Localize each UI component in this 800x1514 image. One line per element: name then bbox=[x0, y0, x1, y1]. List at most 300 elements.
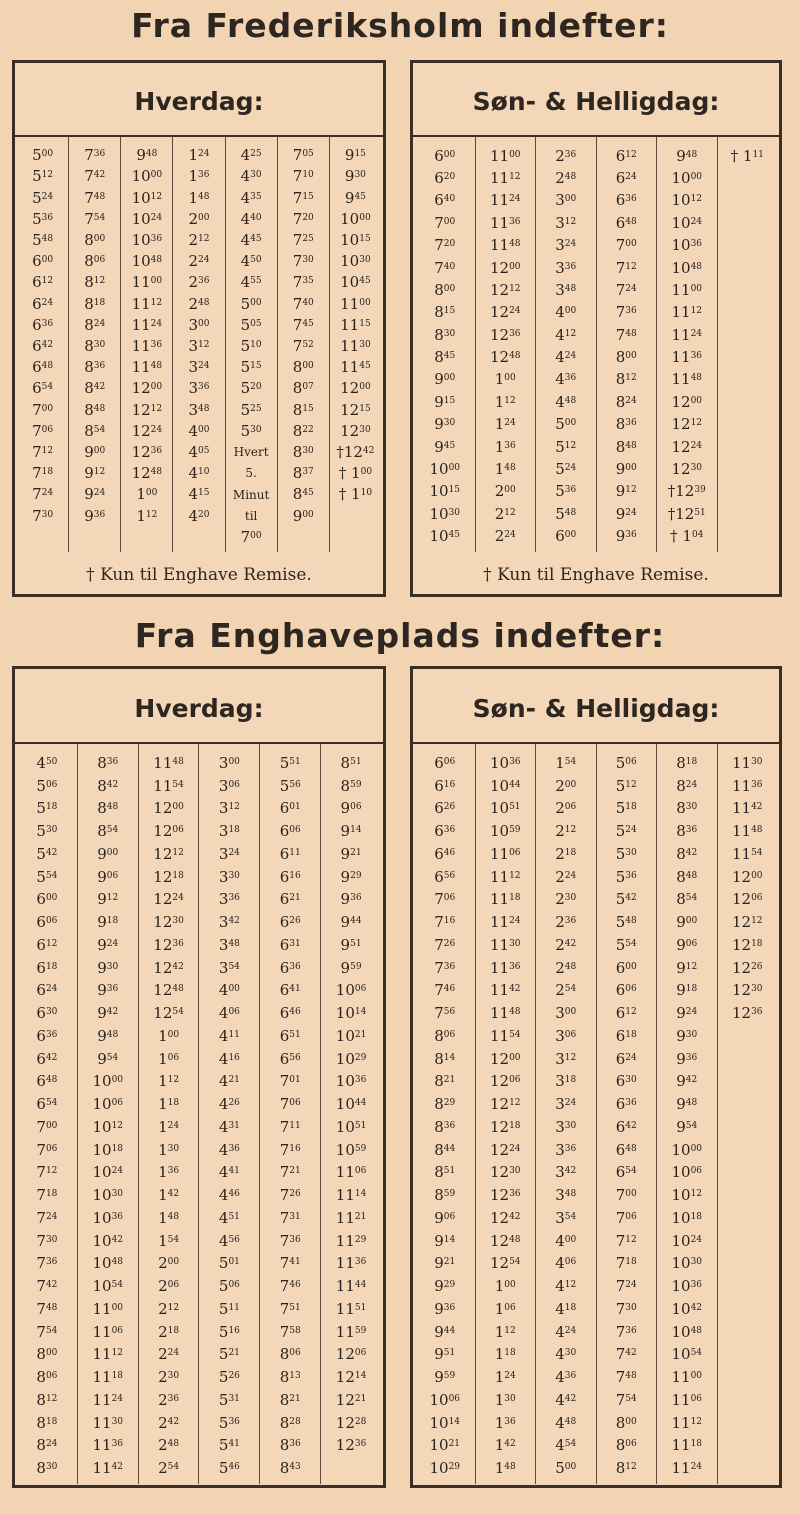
departure-time: 9 $^{12}$ bbox=[97, 890, 119, 909]
departure-time: 9 $^{12}$ bbox=[615, 482, 637, 501]
enghaveplads-weekday-table bbox=[17, 744, 381, 1484]
departure-time: 7 $^{06}$ bbox=[32, 421, 54, 440]
departure-time: 10 $^{21}$ bbox=[335, 1026, 367, 1045]
departure-time: 8 $^{30}$ bbox=[434, 325, 456, 344]
departure-time: 6 $^{01}$ bbox=[279, 799, 301, 818]
departure-time: 10 $^{36}$ bbox=[489, 753, 521, 772]
departure-time: 6 $^{00}$ bbox=[555, 527, 577, 546]
departure-time: 5 $^{00}$ bbox=[240, 294, 262, 313]
departure-time: 8 $^{54}$ bbox=[97, 822, 119, 841]
timetable-column bbox=[198, 744, 259, 1484]
departure-time: 4 $^{25}$ bbox=[240, 146, 262, 165]
departure-time: 9 $^{42}$ bbox=[676, 1072, 698, 1091]
departure-time: 9 $^{59}$ bbox=[434, 1368, 456, 1387]
departure-time: 10 $^{54}$ bbox=[92, 1277, 124, 1296]
departure-time: 2 $^{00}$ bbox=[494, 482, 516, 501]
departure-time: 9 $^{45}$ bbox=[434, 437, 456, 456]
departure-time: 12 $^{14}$ bbox=[335, 1368, 367, 1387]
departure-time: 6 $^{40}$ bbox=[434, 191, 456, 210]
departure-time: 4 $^{00}$ bbox=[218, 981, 240, 1000]
departure-time: 8 $^{24}$ bbox=[84, 315, 106, 334]
departure-time: til bbox=[244, 508, 258, 523]
departure-time: 12 $^{12}$ bbox=[731, 913, 763, 932]
departure-time: 11 $^{48}$ bbox=[153, 753, 184, 772]
departure-time: 9 $^{42}$ bbox=[97, 1004, 119, 1023]
departure-time: 5 $^{00}$ bbox=[32, 146, 54, 165]
departure-time: 10 $^{45}$ bbox=[429, 527, 461, 546]
departure-time: 12 $^{12}$ bbox=[489, 1095, 521, 1114]
departure-time: 7 $^{24}$ bbox=[615, 1277, 637, 1296]
departure-time: 2 $^{00}$ bbox=[188, 209, 210, 228]
departure-time: 6 $^{24}$ bbox=[32, 294, 54, 313]
departure-time: 10 $^{21}$ bbox=[429, 1436, 461, 1455]
enghaveplads-holiday-table bbox=[415, 744, 777, 1484]
departure-time: 11 $^{21}$ bbox=[335, 1208, 367, 1227]
departure-time: 7 $^{54}$ bbox=[84, 209, 106, 228]
departure-time: 8 $^{29}$ bbox=[434, 1095, 456, 1114]
departure-time: 12 $^{06}$ bbox=[731, 890, 763, 909]
departure-time: 11 $^{48}$ bbox=[731, 822, 763, 841]
departure-time: 9 $^{24}$ bbox=[615, 504, 637, 523]
departure-time: 11 $^{30}$ bbox=[731, 753, 763, 772]
timetable-column bbox=[656, 744, 717, 1484]
departure-time: 4 $^{50}$ bbox=[36, 753, 58, 772]
departure-time: 7 $^{30}$ bbox=[36, 1231, 58, 1250]
departure-time: 7 $^{45}$ bbox=[292, 315, 314, 334]
departure-time: 11 $^{36}$ bbox=[131, 336, 163, 355]
departure-time: 3 $^{54}$ bbox=[555, 1208, 577, 1227]
departure-time: 11 $^{24}$ bbox=[92, 1390, 124, 1409]
departure-time: 7 $^{10}$ bbox=[292, 167, 314, 186]
departure-time: 6 $^{36}$ bbox=[32, 315, 54, 334]
departure-time: 3 $^{42}$ bbox=[218, 913, 240, 932]
departure-time: 1 $^{54}$ bbox=[555, 753, 577, 772]
departure-time: 9 $^{12}$ bbox=[676, 958, 698, 977]
frederiksholm-holiday-table bbox=[415, 137, 777, 552]
departure-time: †12 $^{42}$ bbox=[336, 442, 375, 461]
departure-time: 11 $^{00}$ bbox=[671, 1368, 703, 1387]
departure-time: 12 $^{00}$ bbox=[671, 392, 703, 411]
departure-time: 10 $^{45}$ bbox=[340, 273, 371, 292]
departure-time: 9 $^{36}$ bbox=[615, 527, 637, 546]
departure-time: 9 $^{06}$ bbox=[676, 935, 698, 954]
departure-time: 9 $^{18}$ bbox=[676, 981, 698, 1000]
departure-time: 9 $^{54}$ bbox=[97, 1049, 119, 1068]
departure-time: 9 $^{14}$ bbox=[340, 822, 362, 841]
departure-time: 1 $^{54}$ bbox=[158, 1231, 180, 1250]
departure-time: 4 $^{48}$ bbox=[555, 392, 577, 411]
departure-time: 11 $^{36}$ bbox=[731, 776, 763, 795]
departure-time: 11 $^{24}$ bbox=[131, 315, 163, 334]
departure-time: 8 $^{54}$ bbox=[676, 890, 698, 909]
departure-time: 6 $^{36}$ bbox=[615, 191, 637, 210]
departure-time: 3 $^{36}$ bbox=[555, 1140, 577, 1159]
departure-time: 8 $^{24}$ bbox=[36, 1436, 58, 1455]
departure-time: 11 $^{48}$ bbox=[489, 236, 521, 255]
departure-time: 11 $^{42}$ bbox=[92, 1459, 124, 1478]
departure-time: 8 $^{48}$ bbox=[615, 437, 637, 456]
departure-time: 5 $^{30}$ bbox=[615, 844, 637, 863]
departure-time: Minut bbox=[232, 487, 270, 502]
departure-time: 2 $^{06}$ bbox=[555, 799, 577, 818]
departure-time: 2 $^{36}$ bbox=[158, 1390, 180, 1409]
departure-time: 11 $^{30}$ bbox=[340, 336, 371, 355]
departure-time: 5 $^{36}$ bbox=[218, 1413, 240, 1432]
departure-time: 5 $^{31}$ bbox=[218, 1390, 240, 1409]
timetable-column bbox=[656, 137, 717, 552]
departure-time: 11 $^{51}$ bbox=[335, 1299, 367, 1318]
departure-time: 4 $^{56}$ bbox=[218, 1231, 240, 1250]
departure-time: 12 $^{48}$ bbox=[489, 1231, 521, 1250]
departure-time: 7 $^{51}$ bbox=[279, 1299, 301, 1318]
departure-time: 8 $^{06}$ bbox=[36, 1368, 58, 1387]
departure-time: 1 $^{12}$ bbox=[494, 392, 516, 411]
departure-time: 4 $^{16}$ bbox=[218, 1049, 240, 1068]
departure-time: 10 $^{36}$ bbox=[131, 230, 163, 249]
departure-time: 12 $^{00}$ bbox=[153, 799, 184, 818]
departure-time: 7 $^{58}$ bbox=[279, 1322, 301, 1341]
departure-time: 5 $^{36}$ bbox=[615, 867, 637, 886]
departure-time: 10 $^{29}$ bbox=[429, 1459, 461, 1478]
departure-time: 7 $^{24}$ bbox=[615, 280, 637, 299]
departure-time: 6 $^{12}$ bbox=[615, 1004, 637, 1023]
departure-time: 8 $^{18}$ bbox=[676, 753, 698, 772]
departure-time: 12 $^{36}$ bbox=[489, 1186, 521, 1205]
departure-time: 5 $^{05}$ bbox=[240, 315, 262, 334]
departure-time: 3 $^{36}$ bbox=[555, 258, 577, 277]
departure-time: 8 $^{30}$ bbox=[676, 799, 698, 818]
departure-time: 6 $^{54}$ bbox=[615, 1163, 637, 1182]
departure-time: 1 $^{48}$ bbox=[188, 188, 210, 207]
departure-time: 12 $^{42}$ bbox=[153, 958, 184, 977]
departure-time: 2 $^{54}$ bbox=[158, 1459, 180, 1478]
departure-time: 12 $^{30}$ bbox=[489, 1163, 521, 1182]
departure-time: † 1 $^{00}$ bbox=[338, 464, 373, 483]
departure-time: 9 $^{21}$ bbox=[434, 1254, 456, 1273]
departure-time: 9 $^{00}$ bbox=[97, 844, 119, 863]
departure-time: 7 $^{42}$ bbox=[36, 1277, 58, 1296]
departure-time: 10 $^{30}$ bbox=[340, 252, 371, 271]
departure-time: 8 $^{44}$ bbox=[434, 1140, 456, 1159]
departure-time: 4 $^{50}$ bbox=[240, 252, 262, 271]
departure-time: 2 $^{48}$ bbox=[555, 958, 577, 977]
departure-time: 5 $^{54}$ bbox=[36, 867, 58, 886]
departure-time: 4 $^{51}$ bbox=[218, 1208, 240, 1227]
departure-time: 1 $^{00}$ bbox=[494, 370, 516, 389]
departure-time: 9 $^{15}$ bbox=[344, 146, 366, 165]
departure-time: 2 $^{36}$ bbox=[555, 146, 577, 165]
departure-time: 6 $^{30}$ bbox=[615, 1072, 637, 1091]
departure-time: 8 $^{06}$ bbox=[84, 252, 106, 271]
departure-time: 10 $^{48}$ bbox=[92, 1254, 124, 1273]
departure-time: 8 $^{36}$ bbox=[615, 415, 637, 434]
departure-time: 5 $^{18}$ bbox=[615, 799, 637, 818]
departure-time: 9 $^{24}$ bbox=[676, 1004, 698, 1023]
departure-time: 3 $^{00}$ bbox=[188, 315, 210, 334]
departure-time: 4 $^{21}$ bbox=[218, 1072, 240, 1091]
departure-time: † 1 $^{10}$ bbox=[338, 485, 373, 504]
departure-time: 7 $^{01}$ bbox=[279, 1072, 301, 1091]
departure-time: 1 $^{48}$ bbox=[158, 1208, 180, 1227]
departure-time: 10 $^{12}$ bbox=[131, 188, 163, 207]
departure-time: 8 $^{36}$ bbox=[279, 1436, 301, 1455]
departure-time: 11 $^{36}$ bbox=[489, 958, 521, 977]
departure-time: 10 $^{12}$ bbox=[671, 191, 703, 210]
departure-time: 10 $^{24}$ bbox=[92, 1163, 124, 1182]
departure-time: 8 $^{54}$ bbox=[84, 421, 106, 440]
departure-time: 6 $^{26}$ bbox=[434, 799, 456, 818]
timetable-column bbox=[277, 137, 329, 552]
departure-time: 8 $^{18}$ bbox=[84, 294, 106, 313]
departure-time: 7 $^{24}$ bbox=[32, 485, 54, 504]
departure-time: 5 $^{00}$ bbox=[555, 1459, 577, 1478]
departure-time: 2 $^{48}$ bbox=[188, 294, 210, 313]
departure-time: 7 $^{36}$ bbox=[84, 146, 106, 165]
departure-time: 4 $^{06}$ bbox=[218, 1004, 240, 1023]
departure-time: 8 $^{00}$ bbox=[36, 1345, 58, 1364]
departure-time: 11 $^{48}$ bbox=[131, 358, 163, 377]
departure-time: 7 $^{00}$ bbox=[36, 1117, 58, 1136]
departure-time: 6 $^{46}$ bbox=[434, 844, 456, 863]
departure-time: 8 $^{21}$ bbox=[434, 1072, 456, 1091]
departure-time: 7 $^{20}$ bbox=[292, 209, 314, 228]
departure-time: 1 $^{00}$ bbox=[136, 485, 158, 504]
enghaveplads-holiday-header: Søn- & Helligdag: bbox=[413, 669, 779, 744]
departure-time: 5 $^{12}$ bbox=[555, 437, 577, 456]
departure-time: 8 $^{36}$ bbox=[97, 753, 119, 772]
departure-time: 3 $^{30}$ bbox=[555, 1117, 577, 1136]
departure-time: 10 $^{51}$ bbox=[335, 1117, 367, 1136]
departure-time: 7 $^{12}$ bbox=[36, 1163, 58, 1182]
departure-time: 11 $^{54}$ bbox=[489, 1026, 521, 1045]
departure-time: 3 $^{30}$ bbox=[218, 867, 240, 886]
departure-time: 4 $^{06}$ bbox=[555, 1254, 577, 1273]
frederiksholm-weekday-footnote: † Kun til Enghave Remise. bbox=[86, 565, 312, 585]
departure-time: 1 $^{24}$ bbox=[494, 1368, 516, 1387]
departure-time: 5 $^{06}$ bbox=[36, 776, 58, 795]
departure-time: Hvert bbox=[233, 445, 269, 460]
departure-time: 12 $^{36}$ bbox=[153, 935, 184, 954]
departure-time: 5 $^{24}$ bbox=[555, 459, 577, 478]
departure-time: 1 $^{36}$ bbox=[494, 437, 516, 456]
departure-time: 10 $^{44}$ bbox=[335, 1095, 367, 1114]
departure-time: 12 $^{12}$ bbox=[131, 400, 163, 419]
departure-time: 5 $^{26}$ bbox=[218, 1368, 240, 1387]
departure-time: 9 $^{48}$ bbox=[136, 146, 158, 165]
departure-time: 4 $^{24}$ bbox=[555, 348, 577, 367]
departure-time: 12 $^{00}$ bbox=[131, 379, 163, 398]
departure-time: 5 $^{21}$ bbox=[218, 1345, 240, 1364]
departure-time: 7 $^{00}$ bbox=[615, 236, 637, 255]
departure-time: 12 $^{24}$ bbox=[671, 437, 703, 456]
timetable-column bbox=[259, 744, 320, 1484]
departure-time: 7 $^{30}$ bbox=[292, 252, 314, 271]
departure-time: 2 $^{30}$ bbox=[555, 890, 577, 909]
departure-time: 6 $^{00}$ bbox=[434, 146, 456, 165]
departure-time: 8 $^{28}$ bbox=[279, 1413, 301, 1432]
departure-time: 12 $^{21}$ bbox=[335, 1390, 367, 1409]
departure-time: 7 $^{54}$ bbox=[615, 1390, 637, 1409]
departure-time: 8 $^{24}$ bbox=[676, 776, 698, 795]
departure-time: 8 $^{18}$ bbox=[36, 1413, 58, 1432]
departure-time: 4 $^{54}$ bbox=[555, 1436, 577, 1455]
departure-time: 5 $^{36}$ bbox=[32, 209, 54, 228]
departure-time: 6 $^{24}$ bbox=[615, 1049, 637, 1068]
departure-time: 6 $^{11}$ bbox=[279, 844, 301, 863]
departure-time: 11 $^{24}$ bbox=[489, 913, 521, 932]
departure-time: 6 $^{48}$ bbox=[615, 1140, 637, 1159]
departure-time: 5 $^{06}$ bbox=[615, 753, 637, 772]
departure-time: 10 $^{30}$ bbox=[429, 504, 461, 523]
departure-time: 9 $^{06}$ bbox=[340, 799, 362, 818]
departure-time: 10 $^{12}$ bbox=[92, 1117, 124, 1136]
departure-time: 6 $^{06}$ bbox=[36, 913, 58, 932]
departure-time: 5 $^{42}$ bbox=[36, 844, 58, 863]
departure-time: 11 $^{36}$ bbox=[335, 1254, 367, 1273]
departure-time: 3 $^{54}$ bbox=[218, 958, 240, 977]
departure-time: 12 $^{28}$ bbox=[335, 1413, 367, 1432]
departure-time: 1 $^{30}$ bbox=[158, 1140, 180, 1159]
departure-time: 8 $^{22}$ bbox=[292, 421, 314, 440]
departure-time: 4 $^{46}$ bbox=[218, 1186, 240, 1205]
departure-time: 2 $^{12}$ bbox=[188, 230, 210, 249]
departure-time: 7 $^{48}$ bbox=[84, 188, 106, 207]
departure-time: 4 $^{30}$ bbox=[240, 167, 262, 186]
timetable-column bbox=[475, 744, 536, 1484]
departure-time: 4 $^{36}$ bbox=[555, 1368, 577, 1387]
departure-time: 9 $^{24}$ bbox=[97, 935, 119, 954]
departure-time: 11 $^{30}$ bbox=[92, 1413, 124, 1432]
departure-time: 3 $^{42}$ bbox=[555, 1163, 577, 1182]
departure-time: 10 $^{48}$ bbox=[671, 1322, 703, 1341]
timetable-column bbox=[17, 744, 77, 1484]
departure-time: 8 $^{12}$ bbox=[615, 370, 637, 389]
departure-time: 9 $^{48}$ bbox=[676, 1095, 698, 1114]
departure-time: 1 $^{18}$ bbox=[494, 1345, 516, 1364]
departure-time: 4 $^{36}$ bbox=[555, 370, 577, 389]
departure-time: 8 $^{36}$ bbox=[434, 1117, 456, 1136]
departure-time: 8 $^{24}$ bbox=[615, 392, 637, 411]
departure-time: 10 $^{36}$ bbox=[335, 1072, 367, 1091]
departure-time: 11 $^{00}$ bbox=[131, 273, 163, 292]
departure-time: 11 $^{24}$ bbox=[671, 1459, 703, 1478]
departure-time: 4 $^{24}$ bbox=[555, 1322, 577, 1341]
departure-time: 10 $^{30}$ bbox=[92, 1186, 124, 1205]
departure-time: 3 $^{12}$ bbox=[188, 336, 210, 355]
departure-time: 8 $^{07}$ bbox=[292, 379, 314, 398]
departure-time: 6 $^{36}$ bbox=[36, 1026, 58, 1045]
departure-time: 10 $^{14}$ bbox=[335, 1004, 367, 1023]
departure-time: 1 $^{24}$ bbox=[158, 1117, 180, 1136]
departure-time: 7 $^{36}$ bbox=[615, 1322, 637, 1341]
departure-time: 10 $^{36}$ bbox=[671, 236, 703, 255]
departure-time: 6 $^{06}$ bbox=[615, 981, 637, 1000]
departure-time: 2 $^{00}$ bbox=[555, 776, 577, 795]
departure-time: 11 $^{06}$ bbox=[335, 1163, 367, 1182]
departure-time: 6 $^{36}$ bbox=[279, 958, 301, 977]
departure-time: † 1 $^{11}$ bbox=[730, 146, 764, 165]
departure-time: 8 $^{37}$ bbox=[292, 464, 314, 483]
departure-time: 3 $^{06}$ bbox=[555, 1026, 577, 1045]
departure-time: 5. bbox=[245, 466, 257, 481]
departure-time: 10 $^{24}$ bbox=[131, 209, 163, 228]
departure-time: 2 $^{06}$ bbox=[158, 1277, 180, 1296]
departure-time: 10 $^{06}$ bbox=[335, 981, 367, 1000]
departure-time: 11 $^{45}$ bbox=[340, 358, 371, 377]
departure-time: 1 $^{18}$ bbox=[158, 1095, 180, 1114]
departure-time: 3 $^{06}$ bbox=[218, 776, 240, 795]
departure-time: 7 $^{18}$ bbox=[32, 464, 54, 483]
departure-time: 7 $^{36}$ bbox=[279, 1231, 301, 1250]
departure-time: 5 $^{30}$ bbox=[240, 421, 262, 440]
departure-time: 3 $^{48}$ bbox=[218, 935, 240, 954]
departure-time: 9 $^{00}$ bbox=[434, 370, 456, 389]
departure-time: 10 $^{48}$ bbox=[131, 252, 163, 271]
departure-time: 5 $^{54}$ bbox=[615, 935, 637, 954]
departure-time: 12 $^{26}$ bbox=[731, 958, 763, 977]
departure-time: 8 $^{43}$ bbox=[279, 1459, 301, 1478]
departure-time: 6 $^{00}$ bbox=[615, 958, 637, 977]
departure-time: 3 $^{18}$ bbox=[218, 822, 240, 841]
departure-time: 8 $^{30}$ bbox=[292, 442, 314, 461]
departure-time: 11 $^{36}$ bbox=[92, 1436, 124, 1455]
departure-time: 4 $^{00}$ bbox=[555, 303, 577, 322]
departure-time: 2 $^{42}$ bbox=[555, 935, 577, 954]
departure-time: 2 $^{18}$ bbox=[158, 1322, 180, 1341]
departure-time: 11 $^{36}$ bbox=[489, 213, 521, 232]
departure-time: 6 $^{06}$ bbox=[434, 753, 456, 772]
departure-time: 9 $^{51}$ bbox=[434, 1345, 456, 1364]
departure-time: 10 $^{36}$ bbox=[671, 1277, 703, 1296]
timetable-column bbox=[717, 744, 778, 1484]
departure-time: 3 $^{36}$ bbox=[188, 379, 210, 398]
timetable-column bbox=[475, 137, 536, 552]
timetable-column bbox=[535, 137, 596, 552]
departure-time: 6 $^{48}$ bbox=[32, 358, 54, 377]
departure-time: 7 $^{11}$ bbox=[279, 1117, 301, 1136]
departure-time: 8 $^{45}$ bbox=[292, 485, 314, 504]
departure-time: 6 $^{36}$ bbox=[434, 822, 456, 841]
departure-time: 12 $^{18}$ bbox=[489, 1117, 521, 1136]
departure-time: 5 $^{18}$ bbox=[36, 799, 58, 818]
departure-time: 3 $^{24}$ bbox=[188, 358, 210, 377]
departure-time: 5 $^{51}$ bbox=[279, 753, 301, 772]
departure-time: 6 $^{46}$ bbox=[279, 1004, 301, 1023]
departure-time: 8 $^{42}$ bbox=[84, 379, 106, 398]
departure-time: 6 $^{42}$ bbox=[32, 336, 54, 355]
departure-time: 10 $^{59}$ bbox=[489, 822, 521, 841]
departure-time: 12 $^{30}$ bbox=[671, 459, 703, 478]
departure-time: 7 $^{48}$ bbox=[615, 325, 637, 344]
departure-time: 7 $^{25}$ bbox=[292, 230, 314, 249]
departure-time: 4 $^{00}$ bbox=[188, 421, 210, 440]
departure-time: 10 $^{42}$ bbox=[92, 1231, 124, 1250]
departure-time: 9 $^{06}$ bbox=[434, 1208, 456, 1227]
departure-time: 11 $^{06}$ bbox=[671, 1390, 703, 1409]
section-title-frederiksholm: Fra Frederiksholm indefter: bbox=[131, 6, 669, 45]
departure-time: 11 $^{12}$ bbox=[489, 867, 521, 886]
departure-time: 12 $^{48}$ bbox=[489, 348, 521, 367]
enghaveplads-weekday-box bbox=[12, 666, 386, 1488]
departure-time: 7 $^{36}$ bbox=[36, 1254, 58, 1273]
departure-time: 9 $^{51}$ bbox=[340, 935, 362, 954]
departure-time: 6 $^{06}$ bbox=[279, 822, 301, 841]
departure-time: 8 $^{15}$ bbox=[434, 303, 456, 322]
departure-time: 7 $^{52}$ bbox=[292, 336, 314, 355]
departure-time: 4 $^{12}$ bbox=[555, 325, 577, 344]
timetable-column bbox=[329, 137, 381, 552]
departure-time: 4 $^{30}$ bbox=[555, 1345, 577, 1364]
